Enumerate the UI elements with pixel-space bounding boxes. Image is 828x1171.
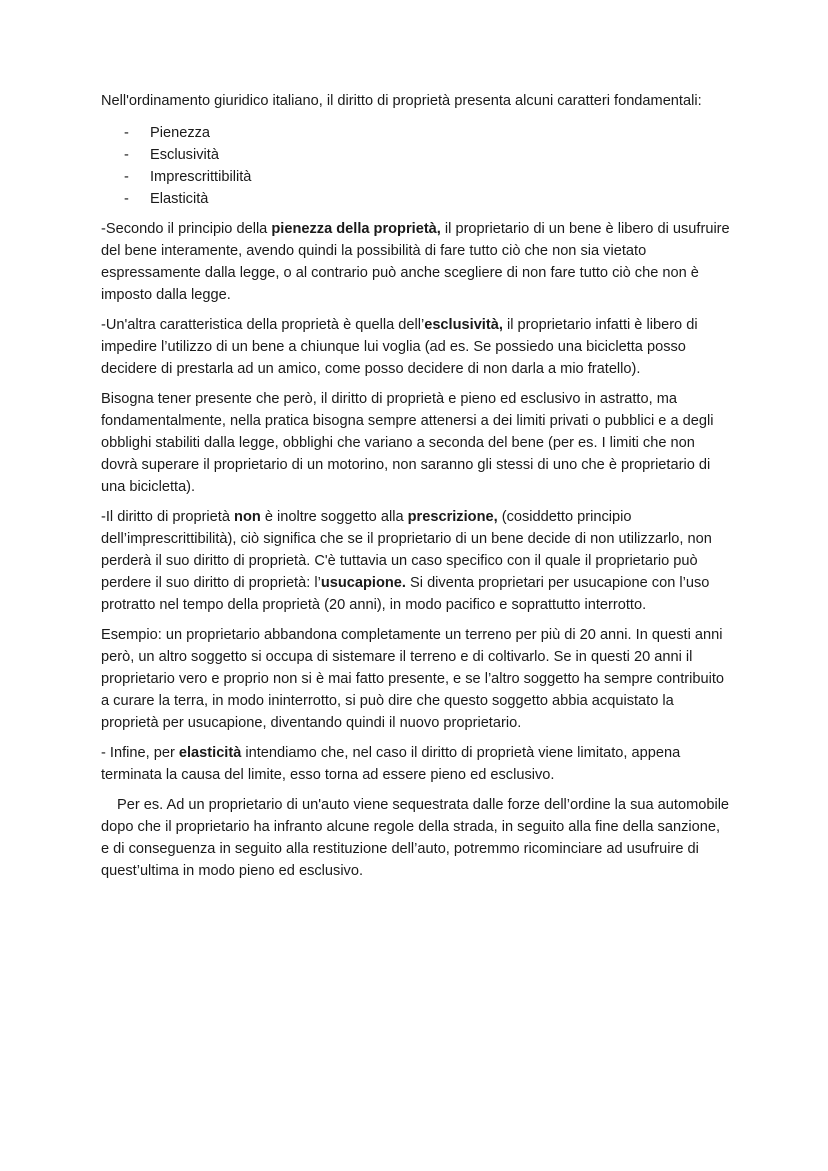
list-dash: - [124, 125, 129, 141]
list-item [101, 166, 731, 188]
text-run: (cosiddetto principio dell’imprescrittibilità), ciò significa che se il proprietario di un bene decide di non utilizzarlo, non perderà il suo diritto di proprietà. C'è tuttavia un caso specifico con il quale il proprietario può perdere il suo diritto di proprietà: l’ [101, 509, 712, 591]
text-run: è inoltre soggetto alla [260, 509, 408, 525]
limits-paragraph: Bisogna tener presente che però, il diritto di proprietà e pieno ed esclusivo in astratto, ma fondamentalmente, nella pratica bisogna sempre attenersi a dei limiti privati o pubblici e a degli obblighi stabiliti dalla legge, obblighi che variano a seconda del bene (per es. I limiti che non dovrà superare il proprietario di un motorino, non saranno gli stessi di uno che è proprietario di una bicicletta). [101, 391, 714, 495]
text-run: il proprietario di un bene è libero di usufruire del bene interamente, avendo quindi la possibilità di fare tutto ciò che non sia vietato espressamente dalla legge, o al contrario può anche scegliere di non fare tutto ciò che non è imposto dalla legge. [101, 221, 730, 303]
text-run: - Infine, per [101, 745, 179, 761]
elasticita-paragraph [101, 742, 731, 786]
text-run: -Un'altra caratteristica della proprietà è quella dell’ [101, 317, 425, 333]
esclusivita-paragraph [101, 314, 731, 380]
list-item-label: Elasticità [150, 191, 209, 207]
text-run: -Il diritto di proprietà [101, 509, 235, 525]
bold-term: esclusività, [424, 317, 503, 333]
text-run: intendiamo che, nel caso il diritto di proprietà viene limitato, appena terminata la causa del limite, esso torna ad essere pieno ed esclusivo. [101, 745, 681, 783]
bold-term: elasticità [178, 745, 242, 761]
list-item-label: Esclusività [150, 147, 219, 163]
list-item [101, 144, 731, 166]
features-list [101, 122, 731, 210]
list-item-label: Imprescrittibilità [150, 169, 252, 185]
imprescrittibilita-paragraph [101, 506, 731, 616]
text-run: Si diventa proprietari per usucapione con l’uso protratto nel tempo della proprietà (20 anni), in modo pacifico e soprattutto interrotto. [101, 575, 710, 613]
text-run: il proprietario infatti è libero di impedire l’utilizzo di un bene a chiunque lui voglia (ad es. Se possiedo una bicicletta posso decidere di prestarla ad un amico, come posso decidere di non darla a mio fratello). [101, 317, 698, 377]
list-dash: - [124, 147, 129, 163]
example-paragraph: Esempio: un proprietario abbandona completamente un terreno per più di 20 anni. In questi anni però, un altro soggetto si occupa di sistemare il terreno e di coltivarlo. Se in questi 20 anni il proprietario vero e proprio non si è mai fatto presente, e se l’altro soggetto ha sempre contribuito a curare la terra, in modo ininterrotto, si può dire che questo soggetto abbia acquistato la proprietà per usucapione, diventando quindi il nuovo proprietario. [101, 627, 725, 731]
pienezza-paragraph [101, 218, 731, 306]
list-dash: - [124, 169, 129, 185]
list-item [101, 188, 731, 210]
bold-term: usucapione. [320, 575, 406, 591]
bold-term: pienezza della proprietà, [271, 221, 441, 237]
text-run: -Secondo il principio della [101, 221, 272, 237]
list-item [101, 122, 731, 144]
intro-paragraph: Nell'ordinamento giuridico italiano, il diritto di proprietà presenta alcuni caratteri fondamentali: [101, 93, 702, 109]
car-example-paragraph: Per es. Ad un proprietario di un'auto viene sequestrata dalle forze dell’ordine la sua automobile dopo che il proprietario ha infranto alcune regole della strada, in seguito alla fine della sanzione, e di conseguenza in seguito alla restituzione dell’auto, potremmo ricominciare ad usufruire di quest’ultima in modo pieno ed esclusivo. [101, 797, 730, 879]
document-page [101, 90, 731, 890]
bold-term: prescrizione, [407, 509, 498, 525]
list-dash: - [124, 191, 129, 207]
bold-term: non [234, 509, 261, 525]
list-item-label: Pienezza [150, 125, 211, 141]
